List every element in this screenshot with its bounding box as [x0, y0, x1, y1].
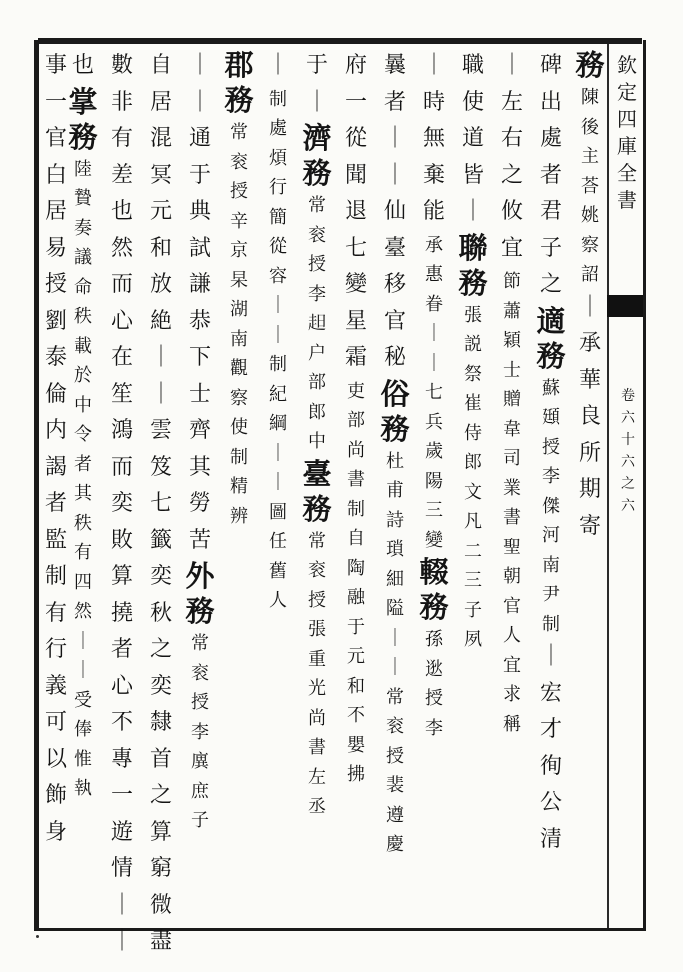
- ink-dot: [36, 935, 39, 938]
- text-column-8: [301, 48, 333, 918]
- chapter-label: 卷六十六之六: [621, 388, 635, 514]
- text-column-12: [145, 48, 177, 954]
- body-text: 職 使 道 皆 ｜: [461, 53, 484, 224]
- frame-top-border: [38, 38, 642, 44]
- annotation-text: 常 衮 授 張 重 光 尚 書 左 丞: [308, 530, 326, 817]
- annotation-text: 蘇 頲 授 李 傑 河 南 尹 制: [542, 377, 560, 635]
- body-text: 曩 者 ｜ ｜ 仙 臺 移 官 秘: [383, 53, 406, 370]
- body-text: ｜ ｜ 通 于 典 試 謙 恭 下 士 齊 其 勞 苦: [188, 53, 211, 553]
- body-text: ｜ 承 華 良 所 期 寄: [578, 294, 601, 539]
- annotation-text: 常 衮 授 李 𧺝 户 部 郎 中: [308, 195, 326, 452]
- fishtail-mark: [607, 295, 643, 317]
- annotation-text: 陸 贄 奏 議 命 秩 載 於 中 令 者 其 秩 有 四 然 ｜ ｜ 受 俸 惟 執: [74, 158, 92, 799]
- book-title: 欽定四庫全書: [617, 53, 637, 212]
- annotation-text: 承 惠 眷 ｜ ｜ 七 兵 歲 陽 三 變: [425, 234, 443, 551]
- annotation-text: 制 紀 綱 ｜ ｜ 圖 任 舊 人: [269, 354, 287, 611]
- entry-heading: 臺 務: [302, 456, 332, 526]
- body-text: ｜: [266, 53, 289, 78]
- body-text: ｜ 左 右 之 攸 宜: [500, 53, 523, 261]
- text-column-5: [418, 48, 450, 918]
- entry-heading: 外 務: [185, 559, 215, 628]
- body-text: 碑 出 處 者 君 子 之: [539, 53, 562, 297]
- entry-heading: 輟 務: [419, 555, 449, 624]
- entry-heading: 郡 務: [224, 48, 254, 117]
- body-text: 數 非 有 差 也 然 而 心 在 笙 鴻 而 奕 敗 算 撓 者 心 不 專 一 遊 情 ｜ ｜: [110, 53, 133, 954]
- annotation-text: 杜 甫 詩 瑣 細 隘 ｜ ｜ 常 衮 授 裴 遵 慶: [386, 450, 404, 855]
- header-divider-line: [607, 44, 609, 928]
- text-column-4: [457, 48, 489, 918]
- annotation-text: 制 處 煩 行 簡 從 容 ｜ ｜: [269, 88, 287, 346]
- text-column-1: [574, 48, 606, 918]
- text-column-11: [184, 48, 216, 918]
- entry-heading: 務: [575, 48, 605, 82]
- annotation-text: 孫 逖 授 李: [425, 629, 443, 739]
- text-column-6: [379, 48, 411, 918]
- entry-heading: 聯 務: [458, 230, 488, 300]
- frame-left-border: [34, 40, 39, 930]
- annotation-text: 張 説 祭 崔 侍 郎 文 凡 二 三 子 夙: [464, 304, 482, 650]
- entry-heading: 適 務: [536, 303, 566, 373]
- annotation-text: 節 蕭 穎 士 贈 韋 司 業 書 聖 朝 官 人 宜 求 稱: [503, 271, 521, 735]
- body-text: 于 ｜: [305, 53, 328, 115]
- body-text: ｜ 宏 才 徇 公 清: [539, 644, 562, 852]
- text-column-9: [262, 48, 294, 918]
- text-column-2: [535, 48, 567, 918]
- body-text: 也: [71, 53, 94, 78]
- entry-heading: 濟 務: [302, 121, 332, 190]
- frame-right-border: [643, 40, 646, 930]
- body-text: 自 居 混 冥 元 和 放 絶 ｜ ｜ 雲 笈 七 籤 奕 秋 之 奕 隸 首 之 算 窮 微 盡: [149, 53, 172, 954]
- annotation-text: 陳 後 主 荅 姚 察 詔: [581, 87, 599, 285]
- body-text: 府 一 從 聞 退 七 變 星 霜: [344, 53, 367, 370]
- text-column-3: [496, 48, 528, 918]
- annotation-text: 常 衮 授 辛 京 杲 湖 南 觀 察 使 制 精 辨: [230, 122, 248, 527]
- entry-heading: 掌 務: [68, 84, 98, 154]
- text-column-7: [340, 48, 372, 918]
- annotation-text: 吏 部 尚 書 制 自 陶 融 于 元 和 不 嬰 拂: [347, 380, 365, 785]
- entry-heading: 俗 務: [380, 376, 410, 446]
- body-text: ｜ 時 無 棄 能: [422, 53, 445, 224]
- text-column-10: [223, 48, 255, 918]
- annotation-text: 常 衮 授 李 廙 庶 子: [191, 633, 209, 831]
- text-column-13: [106, 48, 138, 954]
- body-text: 事 一 官 白 居 易 授 劉 泰 倫 内 謁 者 監 制 有 行 義 可 以 飾 身: [44, 53, 67, 845]
- text-column-15: [40, 48, 72, 918]
